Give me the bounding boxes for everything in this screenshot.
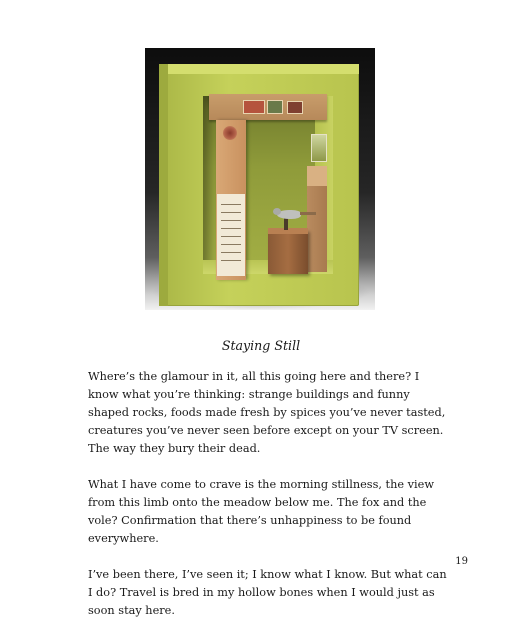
postage-stamp [287, 101, 303, 114]
label-script-line [221, 220, 241, 221]
poem-title: Staying Still [221, 338, 301, 353]
wooden-block-top [268, 228, 308, 234]
small-mirror [311, 134, 327, 162]
label-script-line [221, 244, 241, 245]
page-number: 19 [455, 556, 468, 567]
frame-top-edge [159, 64, 359, 74]
frame-side-edge [159, 64, 168, 306]
label-script-line [221, 252, 241, 253]
wooden-block [268, 230, 308, 274]
label-script-line [221, 236, 241, 237]
poem-paragraph: Where’s the glamour in it, all this going here and there? I know what you’re thinking: strange buildings and funny shaped rocks, foods made fresh by spices you’ve never tasted, creatures you’ve never seen before except on your TV screen. The way they bury their dead. [88, 370, 446, 455]
poem-paragraph: What I have come to crave is the morning stillness, the view from this limb onto the meadow below me. The fox and the vole? Confirmation that there’s unhappiness to be found everywhere. [88, 478, 434, 545]
postage-stamp [243, 100, 265, 114]
bird-perch [284, 218, 288, 230]
poem-paragraph: I’ve been there, I’ve seen it; I know what I know. But what can I do? Travel is bred in my hollow bones when I would just as soon stay here. [88, 568, 447, 617]
label-script-line [221, 204, 241, 205]
label-script-line [221, 228, 241, 229]
postage-stamp [267, 100, 283, 114]
pillar-cap [307, 166, 327, 186]
rosette-ornament [223, 126, 237, 140]
label-script-line [221, 212, 241, 213]
poem-body [88, 368, 448, 638]
paper-label [217, 194, 245, 276]
artwork-photo [145, 48, 375, 310]
bird-tail [300, 212, 316, 215]
bird-head [273, 208, 281, 215]
label-script-line [221, 260, 241, 261]
